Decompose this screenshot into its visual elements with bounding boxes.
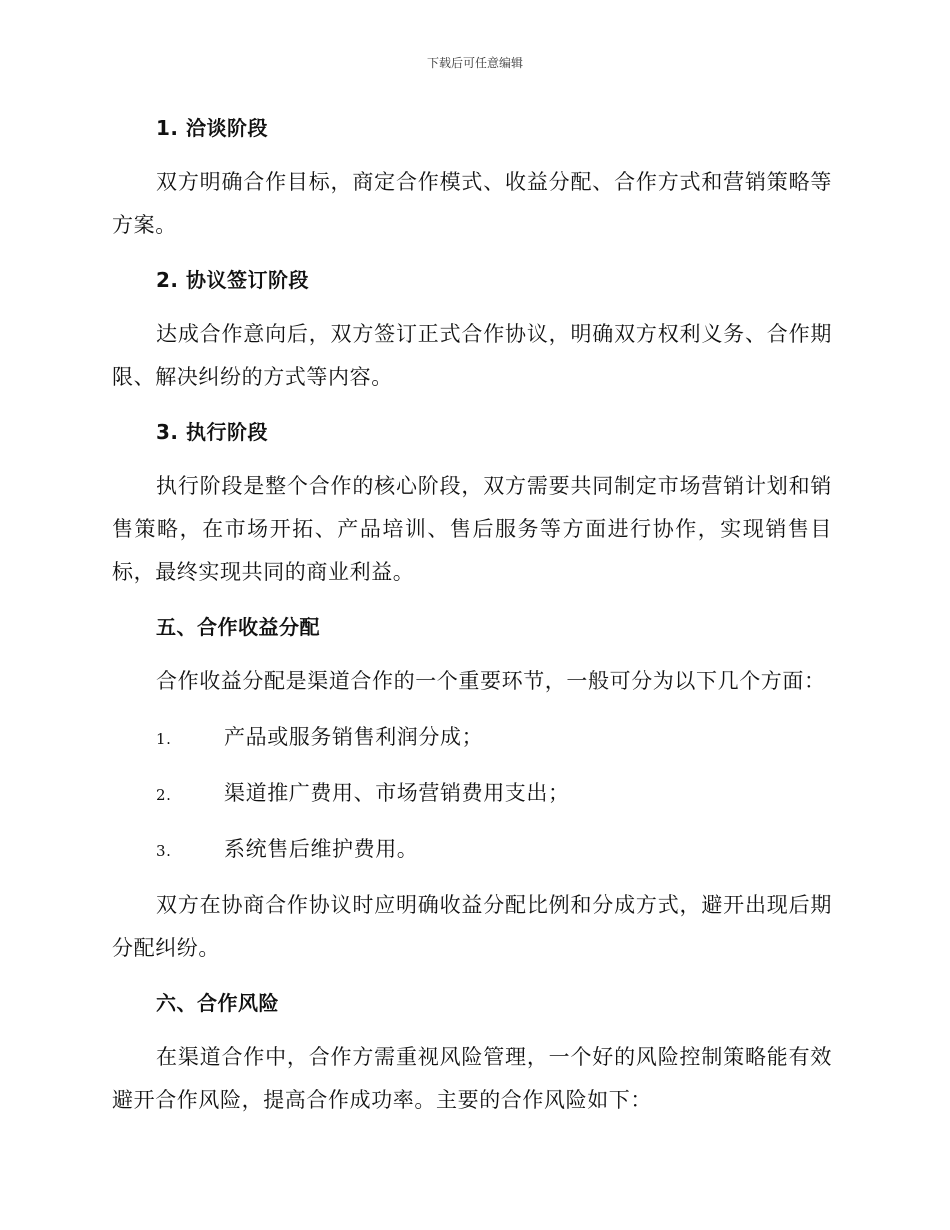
paragraph-agreement: 达成合作意向后，双方签订正式合作协议，明确双方权利义务、合作期限、解决纠纷的方式等内容。 [112, 322, 832, 389]
paragraph-negotiation: 双方明确合作目标，商定合作模式、收益分配、合作方式和营销策略等方案。 [112, 170, 832, 237]
list-item [112, 716, 832, 761]
list-text: 产品或服务销售利润分成； [224, 725, 484, 749]
paragraph-revenue-intro: 合作收益分配是渠道合作的一个重要环节，一般可分为以下几个方面： [156, 669, 826, 693]
section-heading-revenue-sharing: 五、合作收益分配 [156, 615, 320, 639]
section-heading-execution: 3. 执行阶段 [156, 420, 268, 444]
paragraph-execution: 执行阶段是整个合作的核心阶段，双方需要共同制定市场营销计划和销售策略，在市场开拓、产品培训、售后服务等方面进行协作，实现销售目标，最终实现共同的商业利益。 [112, 474, 832, 584]
list-text: 渠道推广费用、市场营销费用支出； [224, 781, 570, 805]
paragraph-risk: 在渠道合作中，合作方需重视风险管理，一个好的风险控制策略能有效避开合作风险，提高合作成功率。主要的合作风险如下： [112, 1045, 832, 1112]
section-heading-negotiation: 1. 洽谈阶段 [156, 116, 268, 140]
list-number: 2. [156, 786, 172, 804]
section-heading-risk: 六、合作风险 [156, 991, 279, 1015]
list-number: 1. [156, 730, 172, 748]
paragraph-revenue-outro: 双方在协商合作协议时应明确收益分配比例和分成方式，避开出现后期分配纠纷。 [112, 893, 832, 960]
list-number: 3. [156, 842, 172, 860]
section-heading-agreement: 2. 协议签订阶段 [156, 268, 309, 292]
list-item [112, 772, 832, 817]
header-note: 下载后可任意编辑 [426, 56, 523, 70]
document-body [112, 108, 832, 1135]
list-text: 系统售后维护费用。 [224, 837, 419, 861]
list-item [112, 828, 832, 873]
